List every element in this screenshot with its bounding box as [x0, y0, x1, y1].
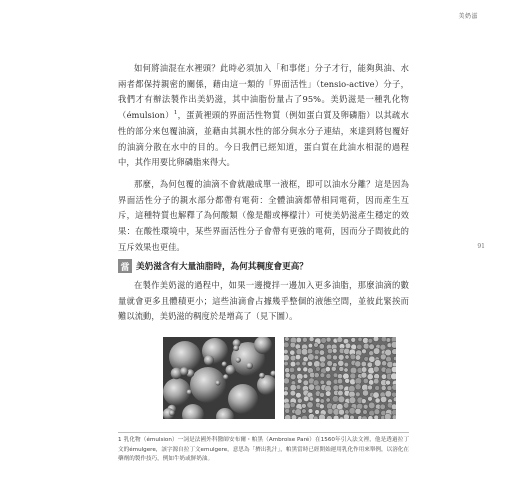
droplet — [285, 337, 290, 341]
droplet — [339, 367, 344, 372]
droplet — [290, 350, 295, 355]
droplet — [290, 390, 296, 396]
droplet — [320, 362, 326, 368]
droplet — [355, 408, 361, 414]
droplet — [387, 386, 392, 391]
droplet — [393, 397, 396, 402]
droplet — [373, 348, 380, 355]
droplet — [314, 343, 319, 348]
droplet — [344, 368, 348, 372]
droplet — [314, 416, 319, 419]
droplet — [303, 396, 309, 402]
droplet — [327, 348, 332, 353]
droplet — [302, 409, 307, 414]
droplet — [374, 360, 381, 367]
droplet — [290, 402, 295, 407]
droplet — [381, 374, 386, 379]
droplet — [384, 413, 391, 419]
droplet — [302, 404, 307, 409]
droplet — [363, 378, 368, 383]
droplet — [316, 367, 321, 372]
droplet — [373, 392, 379, 398]
droplet — [375, 398, 380, 403]
droplet — [190, 367, 226, 403]
droplet — [326, 373, 331, 378]
droplet — [369, 356, 375, 362]
droplet — [349, 397, 356, 404]
droplet — [391, 366, 396, 372]
droplet — [315, 398, 320, 403]
droplet — [314, 361, 321, 368]
droplet — [308, 343, 313, 348]
paragraph-1 — [118, 61, 409, 171]
droplet — [204, 355, 214, 365]
droplet — [215, 381, 220, 386]
droplet — [350, 415, 355, 419]
droplet — [369, 344, 375, 350]
droplet — [386, 338, 391, 343]
droplet — [357, 344, 362, 349]
droplet — [369, 380, 374, 385]
droplet — [331, 366, 336, 371]
droplet — [291, 415, 296, 419]
droplet — [355, 392, 360, 397]
droplet — [363, 404, 368, 409]
droplet — [368, 402, 375, 409]
heading-text: 美奶滋含有大量油脂時，為何其稠度會更高？ — [136, 262, 308, 272]
droplet — [302, 361, 307, 366]
droplet — [361, 372, 367, 378]
droplet — [345, 378, 350, 383]
droplet — [368, 338, 373, 343]
droplet — [338, 396, 345, 403]
droplet — [307, 348, 313, 354]
droplet — [180, 367, 188, 375]
droplet — [319, 350, 324, 355]
page-number: 91 — [477, 243, 485, 250]
droplet — [303, 367, 308, 372]
heading-badge: 當 — [118, 259, 132, 273]
droplet — [338, 390, 344, 396]
droplet — [337, 374, 342, 379]
droplet — [307, 361, 312, 366]
droplet — [226, 365, 236, 375]
droplet — [290, 374, 296, 380]
droplet — [391, 341, 396, 348]
droplets-illustration — [163, 337, 275, 419]
droplet — [314, 349, 319, 354]
droplet — [169, 410, 175, 416]
footnote-divider — [118, 432, 409, 433]
droplet — [345, 410, 350, 415]
droplet — [333, 415, 339, 419]
droplet — [222, 362, 227, 367]
droplet — [308, 384, 314, 390]
droplet — [285, 373, 290, 378]
droplet — [259, 373, 265, 379]
droplet — [327, 408, 333, 414]
droplet — [391, 373, 396, 380]
droplet — [295, 409, 302, 416]
droplet — [393, 356, 396, 360]
droplet — [315, 410, 320, 415]
droplet — [296, 337, 301, 342]
droplet — [349, 391, 355, 397]
droplet — [320, 373, 325, 378]
droplet — [325, 367, 330, 372]
droplet — [320, 392, 325, 397]
paragraph-1-text: 如何將油混在水裡頭？此時必須加入「和事佬」分子才行，能夠與油、水兩者都保持親密的關係，藉由這一類的「界面活性」（tensio-active）分子，我們才有辦法製作出美奶滋，其中油脂份量占了95%。美奶滋是一種乳化物（émulsion） — [118, 63, 409, 121]
droplet — [284, 349, 288, 354]
droplet — [362, 349, 367, 354]
droplet — [296, 361, 301, 366]
droplet — [297, 398, 302, 403]
droplet — [364, 357, 369, 362]
droplet — [320, 399, 325, 404]
droplet — [392, 415, 396, 419]
paragraph-3 — [118, 278, 409, 325]
droplet — [228, 384, 258, 414]
droplet — [295, 354, 300, 359]
droplet — [338, 360, 344, 366]
droplet — [380, 404, 386, 410]
droplet — [368, 416, 373, 419]
droplet — [355, 355, 360, 360]
droplet — [367, 362, 372, 367]
dense-droplets-illustration — [284, 337, 396, 419]
droplet — [303, 380, 309, 386]
droplet — [381, 337, 387, 342]
droplet — [345, 355, 349, 359]
droplet — [363, 338, 369, 344]
droplet — [333, 385, 339, 391]
droplet — [284, 386, 288, 390]
droplet — [319, 414, 326, 419]
droplet — [355, 361, 361, 367]
droplet — [375, 386, 380, 391]
droplet — [290, 342, 296, 348]
droplet — [319, 344, 324, 349]
droplet — [326, 354, 332, 360]
droplet — [326, 380, 332, 386]
droplet — [284, 355, 289, 361]
droplet — [392, 349, 396, 355]
droplet — [284, 391, 288, 396]
droplet — [233, 345, 239, 351]
paragraph-2 — [118, 177, 409, 256]
droplet — [326, 398, 330, 402]
droplet — [296, 392, 302, 398]
droplet — [319, 356, 325, 362]
droplet — [343, 403, 349, 409]
paragraph-3-text: 在製作美奶滋的過程中，如果一邊攪拌一邊加入更多油脂，那麼油滴的數量就會更多且體積更小；這些油滴會占據幾乎整個的液態空間，並彼此緊挨而難以流動，美奶滋的稠度於是增高了（見下圖）。 — [118, 280, 409, 322]
droplet — [361, 399, 366, 404]
droplet — [338, 384, 344, 390]
droplet — [343, 414, 349, 419]
droplet — [350, 354, 356, 360]
droplet — [380, 344, 386, 350]
droplet — [290, 384, 296, 390]
paragraph-1-tail: ，蛋黃裡頭的界面活性物質（例如蛋白質及卵磷脂）以其疏水性的部分來包覆油滴，並藉由其親水性的部分與水分子連結，來達到將包覆好的油滴分散在水中的目的。今日我們已經知道，蛋白質在此油水相混的過程中，其作用要比卵磷脂來得大。 — [118, 110, 409, 168]
droplet — [339, 409, 345, 415]
droplet — [333, 355, 338, 360]
droplet — [301, 349, 308, 356]
droplet — [284, 378, 290, 384]
droplet — [386, 380, 391, 385]
droplet — [385, 391, 392, 398]
droplet — [373, 337, 379, 342]
droplet — [285, 415, 291, 419]
droplet — [391, 404, 396, 410]
footnote — [118, 436, 409, 465]
droplet — [358, 337, 362, 341]
droplet — [246, 362, 253, 369]
droplet — [307, 402, 313, 408]
droplet — [350, 367, 357, 374]
droplet — [374, 409, 380, 415]
droplet — [392, 392, 397, 397]
droplet — [284, 342, 289, 348]
droplet — [320, 380, 325, 385]
footnote-text: 乳化物（émulsion）一詞是法國外科醫師安布爾・帕黑（Ambroise Paré）在1560年引入法文裡，他是透過拉丁文的émulgere，該字源自拉丁文emulgere，意思為「擠出乳汁」，帕黑當時已經開始運用乳化作用來舉例，以溶化在藥劑的製作技巧，例如牛奶或鮮奶油。 — [118, 437, 409, 462]
droplet — [333, 373, 338, 378]
droplet — [392, 385, 396, 391]
droplet — [285, 408, 290, 413]
droplet — [325, 391, 331, 397]
droplet — [351, 338, 356, 343]
droplet — [368, 396, 373, 401]
droplet — [369, 410, 375, 416]
droplet — [373, 366, 379, 372]
droplet — [369, 351, 374, 356]
droplet — [314, 373, 319, 378]
droplet — [236, 357, 241, 362]
droplet — [285, 368, 290, 373]
droplet — [326, 337, 331, 342]
droplet — [302, 415, 308, 419]
droplet — [297, 379, 302, 384]
droplet — [338, 354, 344, 360]
droplet — [344, 362, 349, 367]
droplet — [373, 378, 379, 384]
droplet — [284, 361, 288, 366]
droplet — [332, 348, 337, 353]
droplet — [350, 373, 356, 379]
droplet — [302, 337, 307, 342]
droplet — [309, 397, 313, 401]
droplet — [315, 385, 321, 391]
droplet — [367, 374, 373, 380]
droplet — [345, 343, 351, 349]
section-heading — [118, 258, 409, 274]
droplet — [361, 361, 366, 366]
paragraph-2-text: 那麼，為何包覆的油滴不會就融成單一液框，即可以油水分離？這是因為界面活性分子的親水部分都帶有電荷：全體油滴都帶相同電荷，因而產生互斥，這種特質也解釋了為何酸類（像是醋或檸檬汁）可使美奶滋產生穩定的效果：在酸性環境中，某些界面活性分子會帶有更強的電荷，因而分子間彼此的互斥效果也更佳。 — [118, 179, 409, 252]
droplet — [374, 415, 379, 419]
droplet — [363, 343, 369, 349]
droplet — [361, 367, 367, 373]
droplet — [309, 337, 314, 342]
droplet — [297, 367, 301, 371]
droplet — [223, 374, 228, 379]
footnote-number: 1 — [118, 437, 122, 443]
droplet — [290, 361, 296, 367]
droplet — [382, 361, 387, 366]
droplet — [319, 404, 324, 409]
micrograph-small-droplets — [284, 337, 396, 419]
droplet — [363, 410, 368, 415]
droplet — [380, 396, 386, 402]
droplet — [321, 338, 327, 344]
droplet — [344, 348, 350, 354]
droplet — [290, 355, 296, 361]
droplet — [355, 384, 361, 390]
droplet — [327, 361, 333, 367]
droplet — [368, 385, 373, 390]
droplet — [308, 354, 315, 361]
footnote-marker: 1 — [173, 110, 178, 117]
droplet — [350, 379, 356, 385]
droplet — [308, 409, 313, 414]
droplet — [362, 390, 368, 396]
droplet — [296, 385, 301, 390]
droplet — [289, 367, 294, 372]
micrograph-large-droplets — [163, 337, 275, 419]
droplet — [337, 379, 342, 384]
droplet — [187, 390, 192, 395]
droplet — [303, 374, 308, 379]
running-head: 美奶滋 — [458, 13, 478, 20]
droplet — [381, 386, 386, 391]
droplet — [314, 355, 319, 360]
droplet — [337, 337, 343, 343]
droplet — [349, 408, 356, 415]
